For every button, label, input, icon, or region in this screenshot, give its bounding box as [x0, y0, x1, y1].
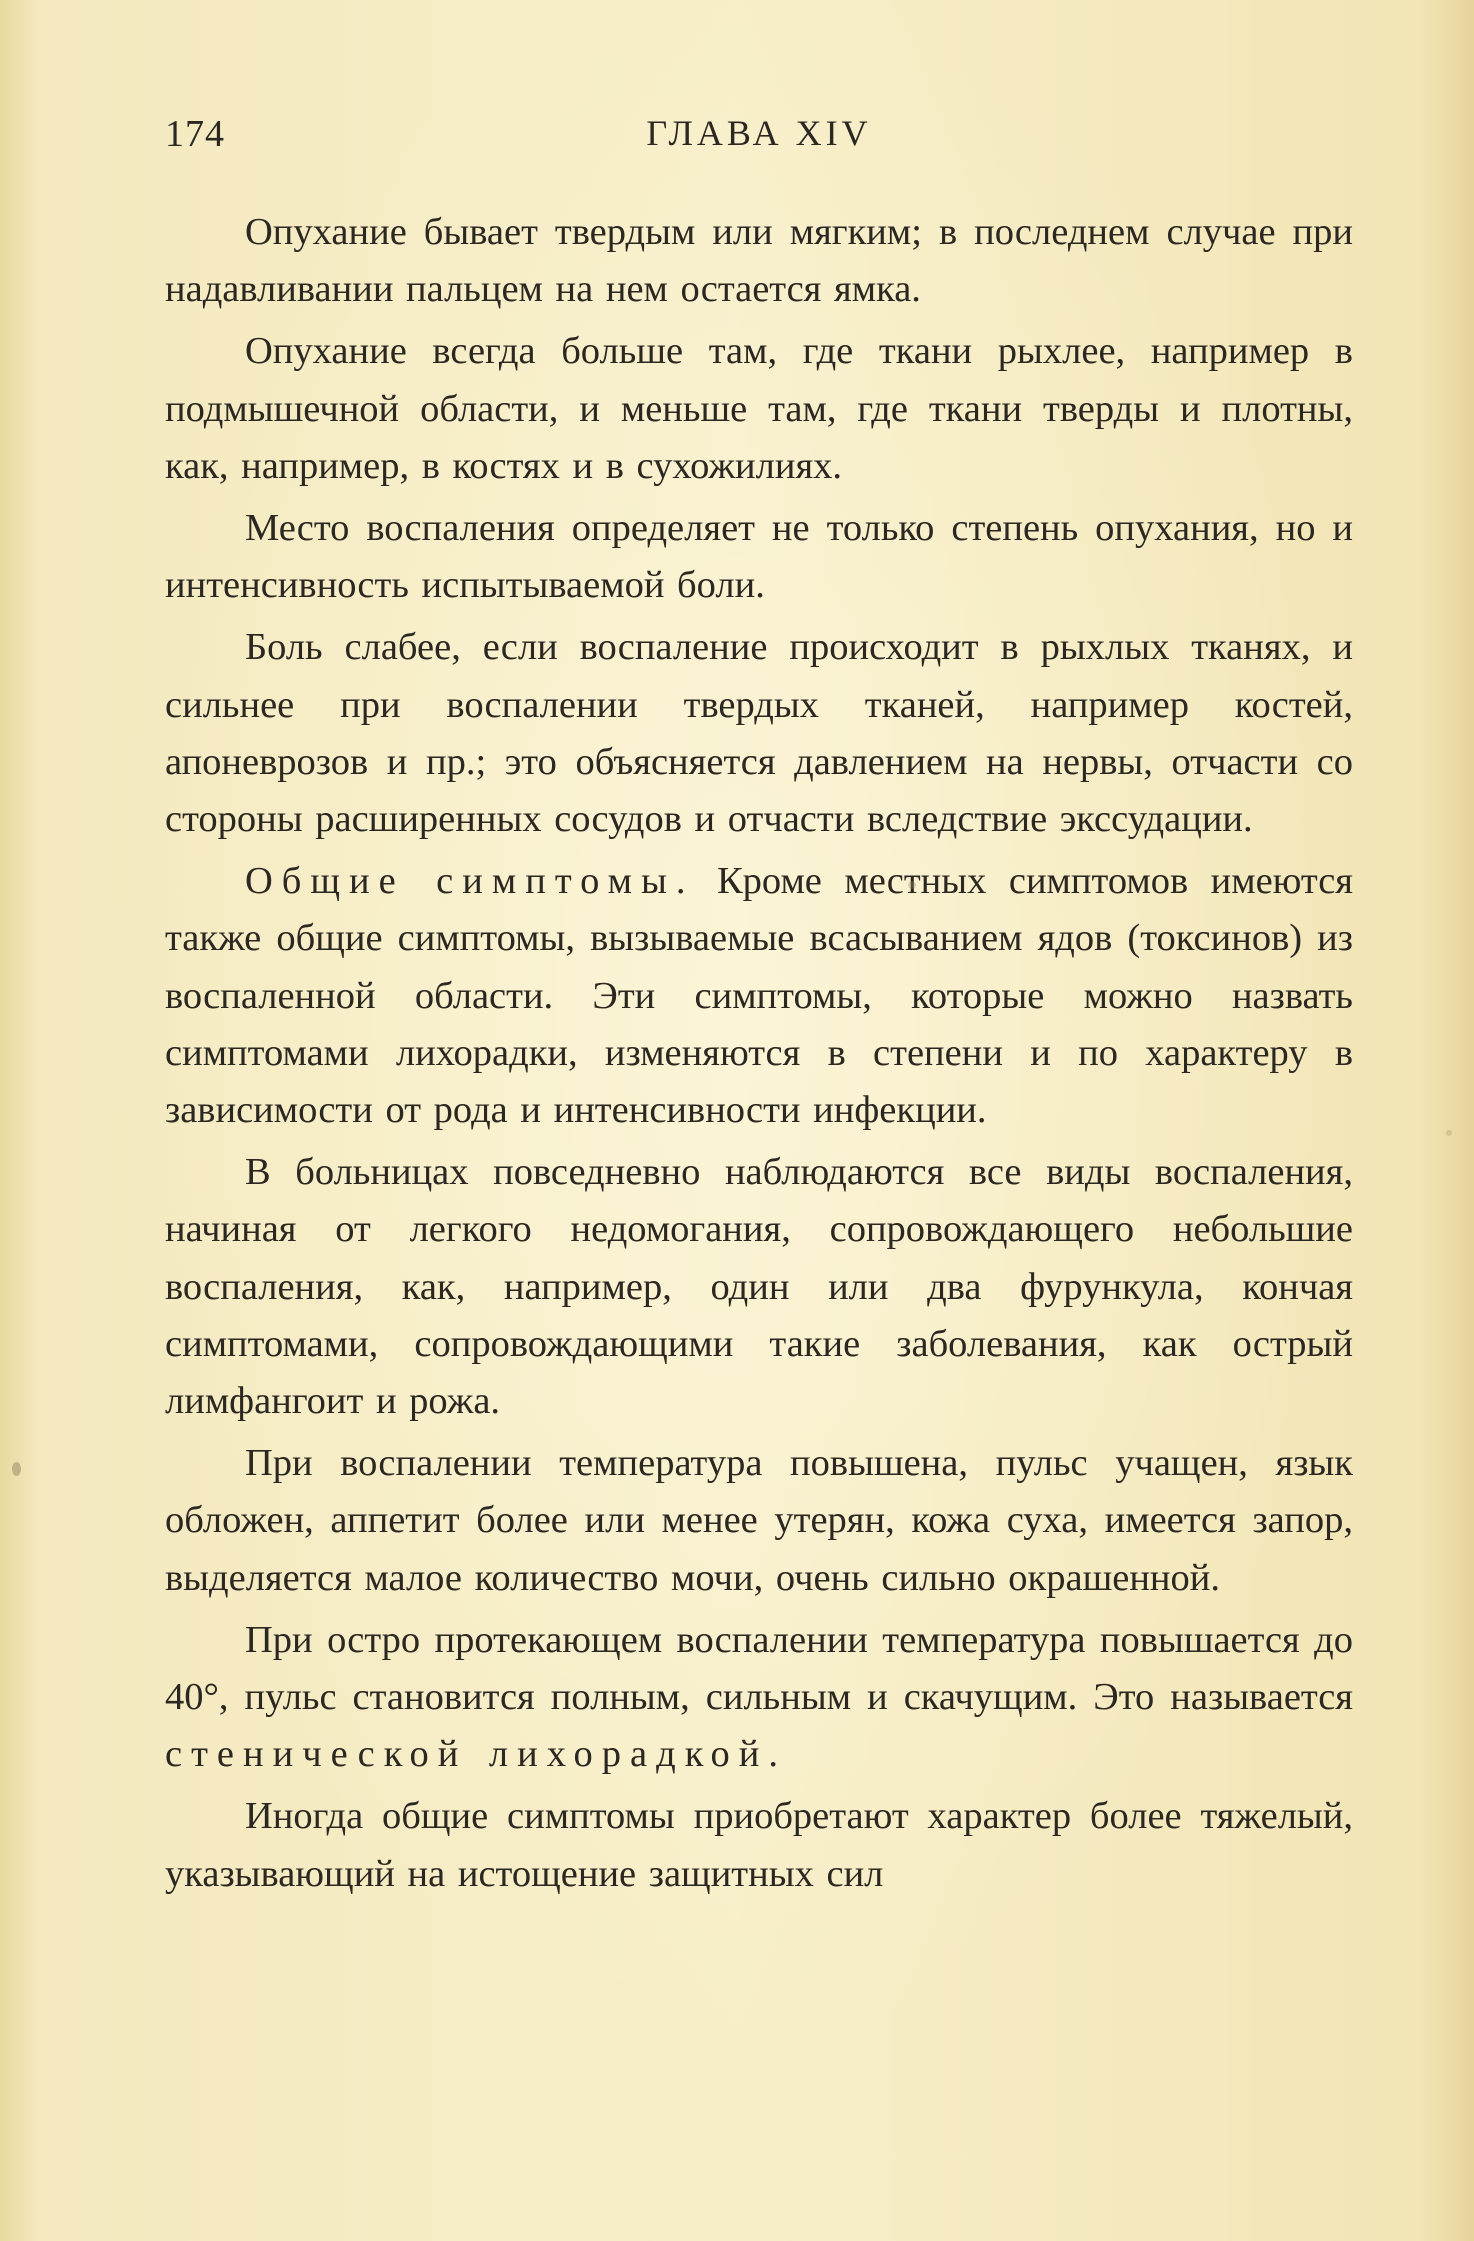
- paragraph-text: Опухание всегда больше там, где ткани рыхлее, например в подмышечной области, и меньше там, где ткани тверды и плотны, как, например, в костях и в сухожилиях.: [165, 330, 1353, 487]
- paragraph-1: [165, 204, 1353, 318]
- paper-spot: [908, 881, 916, 889]
- paper-spot: [1446, 1130, 1452, 1136]
- paragraph-text: В больницах повседневно наблюдаются все виды воспаления, начиная от легкого недомогания, сопровождающего небольшие воспаления, как, например, один или два фурункула, кончая симптомами, сопровождающими такие заболевания, как острый лимфангоит и рожа.: [165, 1151, 1353, 1423]
- paragraph-8: [165, 1612, 1353, 1784]
- paragraph-text: Иногда общие симптомы приобретают характер более тяжелый, указывающий на истощение защитных сил: [165, 1795, 1353, 1895]
- body-text: [165, 204, 1353, 1908]
- paper-spot: [12, 1462, 21, 1476]
- paragraph-5: [165, 853, 1353, 1139]
- running-head: ГЛАВА XIV: [646, 113, 872, 153]
- paragraph-9: [165, 1788, 1353, 1902]
- paragraph-4: [165, 619, 1353, 848]
- paragraph-text: Кроме местных симптомов имеются также общие симптомы, вызываемые всасыванием ядов (токсинов) из воспаленной области. Эти симптомы, которые можно назвать симптомами лихорадки, изменяются в степени и по характеру в зависимости от рода и интенсивности инфекции.: [165, 860, 1353, 1132]
- paragraph-tail: .: [768, 1733, 778, 1776]
- spaced-term: стенической лихорадкой: [165, 1733, 769, 1776]
- paragraph-text: При воспалении температура повышена, пульс учащен, язык обложен, аппетит более или менее утерян, кожа суха, имеется запор, выделяется малое количество мочи, очень сильно окрашенной.: [165, 1442, 1353, 1599]
- page-header: [165, 112, 1353, 172]
- paragraph-text: При остро протекающем воспалении температура повышается до 40°, пульс становится полным, сильным и скачущим. Это называется: [165, 1618, 1353, 1719]
- spaced-heading: Общие симптомы.: [245, 860, 695, 903]
- paragraph-6: [165, 1144, 1353, 1430]
- paragraph-7: [165, 1435, 1353, 1607]
- paragraph-text: Место воспаления определяет не только степень опухания, но и интенсивность испытываемой боли.: [165, 507, 1353, 607]
- page-number: 174: [165, 113, 225, 155]
- paragraph-2: [165, 323, 1353, 495]
- paragraph-3: [165, 500, 1353, 614]
- paragraph-text: Опухание бывает твердым или мягким; в последнем случае при надавливании пальцем на нем остается ямка.: [165, 211, 1353, 311]
- paragraph-text: Боль слабее, если воспаление происходит в рыхлых тканях, и сильнее при воспалении твердых тканей, например костей, апоневрозов и пр.; это объясняется давлением на нервы, отчасти со стороны расширенных сосудов и отчасти вследствие экссудации.: [165, 626, 1353, 841]
